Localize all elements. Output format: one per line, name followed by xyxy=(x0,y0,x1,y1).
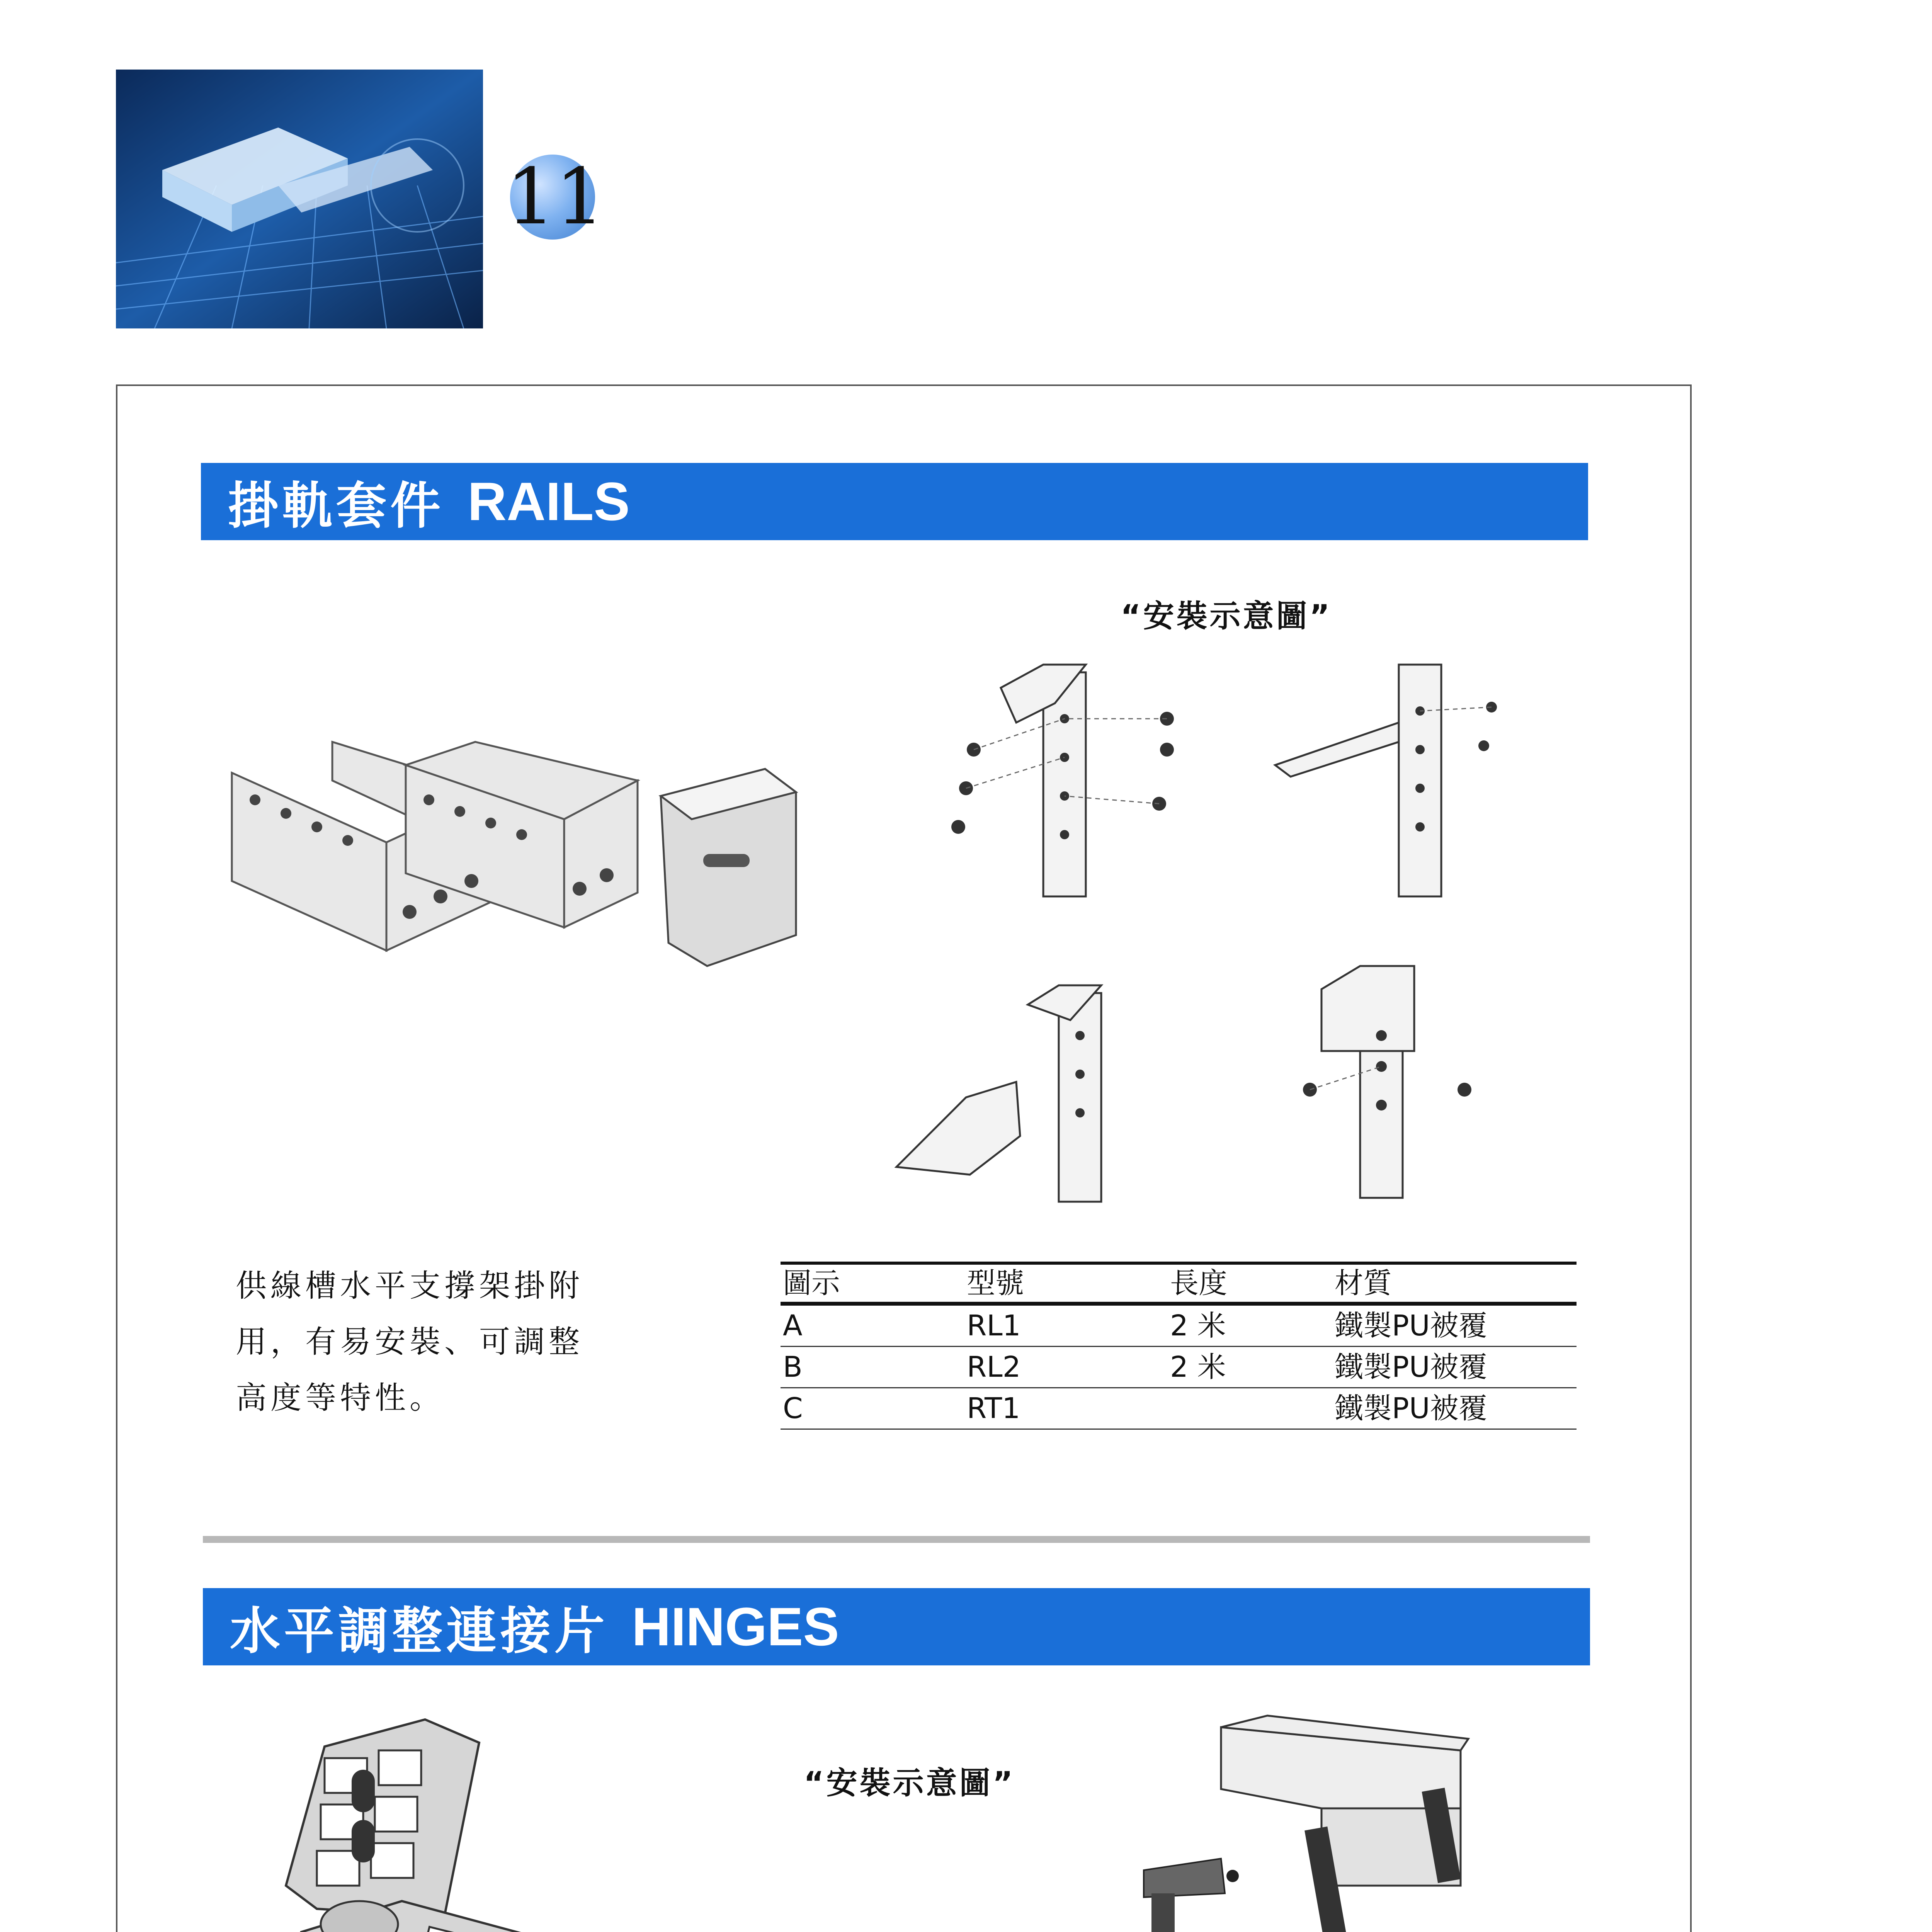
table-header-cell: 圖示 xyxy=(781,1263,964,1304)
hinge-plate-image xyxy=(263,1716,649,1932)
table-header-row xyxy=(781,1263,1577,1304)
rails-title-cn: 掛軌套件 xyxy=(228,476,445,535)
table-cell xyxy=(1168,1388,1332,1429)
table-cell: RL2 xyxy=(964,1347,1168,1388)
rails-description-line: 用，有易安裝、可調整 xyxy=(236,1324,583,1360)
table-cell: 2 米 xyxy=(1168,1304,1332,1347)
table-cell: 鐵製PU被覆 xyxy=(1332,1304,1577,1347)
rails-product-image xyxy=(224,734,842,1012)
rails-description-line: 供線槽水平支撐架掛附 xyxy=(236,1268,583,1304)
rails-spec-table xyxy=(781,1262,1577,1430)
table-cell: RT1 xyxy=(964,1388,1168,1429)
table-cell: 2 米 xyxy=(1168,1347,1332,1388)
table-cell: A xyxy=(781,1304,964,1347)
page-number: 11 xyxy=(506,152,605,242)
rails-description xyxy=(236,1258,583,1426)
rails-title-en: RAILS xyxy=(468,471,630,532)
hinges-install-caption: “安裝示意圖” xyxy=(804,1765,1015,1801)
hinges-install-diagram xyxy=(773,1712,1507,1932)
table-row xyxy=(781,1347,1577,1388)
table-row xyxy=(781,1304,1577,1347)
rails-title-bar xyxy=(201,463,1588,540)
hinges-title-bar xyxy=(203,1588,1590,1665)
rails-install-caption: “安裝示意圖” xyxy=(1121,598,1332,634)
table-cell: RL1 xyxy=(964,1304,1168,1347)
table-header-cell: 材質 xyxy=(1332,1263,1577,1304)
table-cell: 鐵製PU被覆 xyxy=(1332,1388,1577,1429)
hinges-title-en: HINGES xyxy=(632,1596,839,1657)
table-header-cell: 型號 xyxy=(964,1263,1168,1304)
hinges-title-cn: 水平調整連接片 xyxy=(230,1601,609,1660)
rails-description-line: 高度等特性。 xyxy=(236,1380,444,1416)
rails-install-diagram xyxy=(889,649,1526,1209)
table-cell: C xyxy=(781,1388,964,1429)
table-row xyxy=(781,1388,1577,1429)
table-header-cell: 長度 xyxy=(1168,1263,1332,1304)
table-cell: B xyxy=(781,1347,964,1388)
table-cell: 鐵製PU被覆 xyxy=(1332,1347,1577,1388)
header-cable-tray-image xyxy=(116,70,483,328)
section-divider xyxy=(203,1536,1590,1543)
